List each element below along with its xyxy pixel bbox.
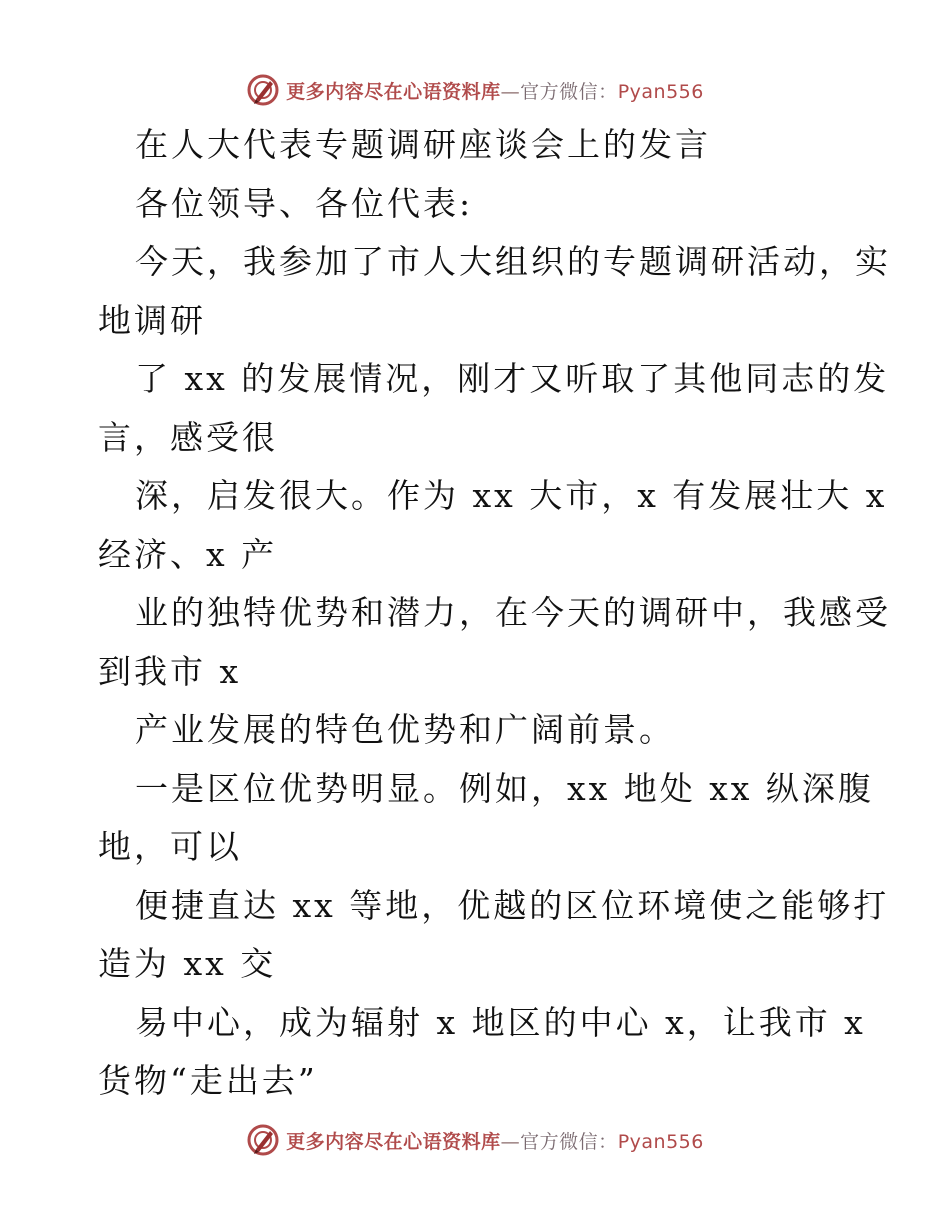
text-line: 易中心，成为辐射 x 地区的中心 x，让我市 x <box>135 1002 866 1042</box>
text-line: 言，感受很 <box>98 417 278 457</box>
document-title: 在人大代表专题调研座谈会上的发言 <box>135 125 711 164</box>
text-line: 今天，我参加了市人大组织的专题调研活动，实 <box>135 242 891 281</box>
text-line: 便捷直达 xx 等地，优越的区位环境使之能够打 <box>135 885 890 925</box>
salutation: 各位领导、各位代表: <box>135 183 474 223</box>
text-line: 一是区位优势明显。例如，xx 地处 xx 纵深腹 <box>135 768 874 808</box>
text-line: 经济、x 产 <box>98 534 278 574</box>
header-watermark <box>0 70 950 110</box>
text-line: 地调研 <box>98 300 206 340</box>
text-line: 货物“走出去” <box>98 1061 318 1100</box>
document-body <box>98 116 891 1111</box>
text-line: 造为 xx 交 <box>98 944 277 983</box>
text-line: 地，可以 <box>98 827 242 866</box>
text-line: 到我市 x <box>98 651 242 691</box>
text-line: 业的独特优势和潜力，在今天的调研中，我感受 <box>135 593 891 632</box>
pen-logo-icon <box>246 1123 280 1157</box>
pen-logo-icon <box>246 73 280 107</box>
text-line: 产业发展的特色优势和广阔前景。 <box>135 710 675 749</box>
text-line: 了 xx 的发展情况，刚才又听取了其他同志的发 <box>135 359 890 398</box>
footer-watermark <box>0 1120 950 1160</box>
watermark-text: 更多内容尽在心语资料库—官方微信：Pyan556 <box>286 1130 704 1153</box>
watermark-text: 更多内容尽在心语资料库—官方微信：Pyan556 <box>286 80 704 103</box>
text-line: 深，启发很大。作为 xx 大市，x 有发展壮大 x <box>135 476 888 515</box>
